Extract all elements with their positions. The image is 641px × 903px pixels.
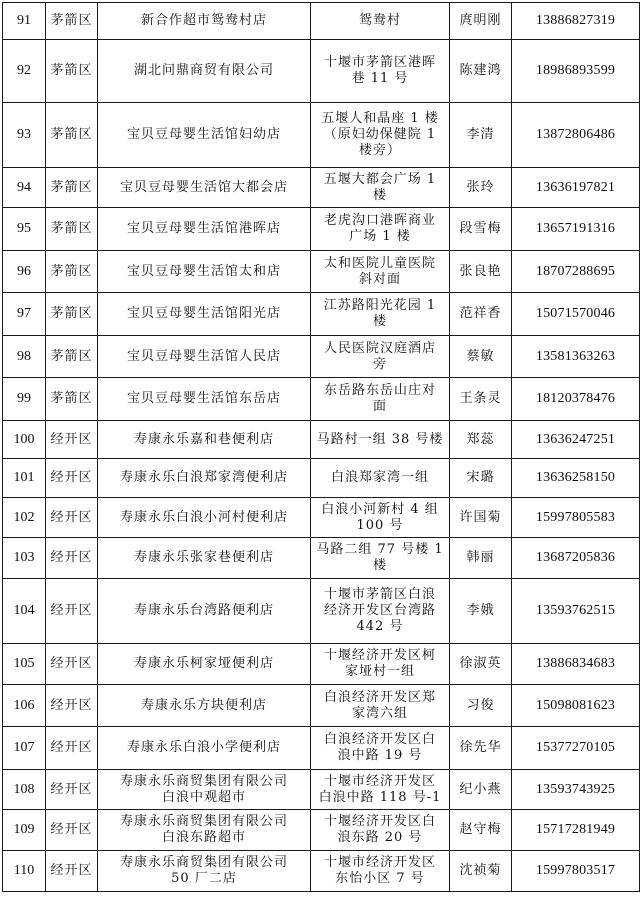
cell-store-name: 宝贝豆母婴生活馆大都会店 [98, 168, 311, 208]
cell-address: 十堰经济开发区柯 家垭村一组 [311, 644, 450, 685]
cell-contact-person: 韩丽 [450, 538, 512, 579]
table-row [3, 810, 640, 851]
cell-serial-number: 109 [3, 810, 46, 851]
cell-store-name: 宝贝豆母婴生活馆阳光店 [98, 293, 311, 336]
cell-address: 马路村一组 38 号楼 [311, 421, 450, 459]
cell-serial-number: 101 [3, 459, 46, 498]
cell-contact-person: 范祥香 [450, 293, 512, 336]
cell-phone-number: 13636258150 [512, 459, 640, 498]
cell-store-name: 寿康永乐白浪小学便利店 [98, 727, 311, 770]
cell-address: 老虎沟口港晖商业 广场 1 楼 [311, 208, 450, 251]
cell-serial-number: 94 [3, 168, 46, 208]
cell-contact-person: 徐先华 [450, 727, 512, 770]
cell-phone-number: 13593743925 [512, 770, 640, 810]
cell-contact-person: 张良艳 [450, 251, 512, 293]
table-row [3, 293, 640, 336]
cell-phone-number: 13886834683 [512, 644, 640, 685]
table-row [3, 459, 640, 498]
cell-contact-person: 张玲 [450, 168, 512, 208]
table-row [3, 538, 640, 579]
cell-serial-number: 99 [3, 378, 46, 421]
cell-phone-number: 18120378476 [512, 378, 640, 421]
cell-district: 经开区 [46, 810, 98, 851]
cell-serial-number: 108 [3, 770, 46, 810]
cell-contact-person: 李清 [450, 103, 512, 168]
cell-address: 十堰市经济开发区 白浪中路 118 号-1 [311, 770, 450, 810]
cell-store-name: 寿康永乐商贸集团有限公司 白浪中观超市 [98, 770, 311, 810]
cell-address: 鸳鸯村 [311, 3, 450, 40]
cell-serial-number: 100 [3, 421, 46, 459]
cell-store-name: 宝贝豆母婴生活馆港晖店 [98, 208, 311, 251]
cell-contact-person: 宋璐 [450, 459, 512, 498]
table-row [3, 851, 640, 892]
cell-district: 茅箭区 [46, 168, 98, 208]
cell-district: 经开区 [46, 644, 98, 685]
cell-store-name: 宝贝豆母婴生活馆东岳店 [98, 378, 311, 421]
cell-store-name: 宝贝豆母婴生活馆人民店 [98, 336, 311, 378]
cell-district: 经开区 [46, 727, 98, 770]
cell-serial-number: 96 [3, 251, 46, 293]
table-row [3, 168, 640, 208]
cell-address: 太和医院儿童医院 斜对面 [311, 251, 450, 293]
table-row [3, 103, 640, 168]
cell-contact-person: 沈祯菊 [450, 851, 512, 892]
cell-contact-person: 陈建鸿 [450, 40, 512, 103]
cell-district: 茅箭区 [46, 208, 98, 251]
cell-phone-number: 13581363263 [512, 336, 640, 378]
cell-district: 经开区 [46, 538, 98, 579]
cell-phone-number: 18986893599 [512, 40, 640, 103]
table-row [3, 579, 640, 644]
cell-phone-number: 13687205836 [512, 538, 640, 579]
cell-contact-person: 王条灵 [450, 378, 512, 421]
cell-contact-person: 李娥 [450, 579, 512, 644]
cell-serial-number: 110 [3, 851, 46, 892]
cell-serial-number: 102 [3, 498, 46, 538]
cell-serial-number: 107 [3, 727, 46, 770]
table-row [3, 727, 640, 770]
cell-serial-number: 91 [3, 3, 46, 40]
cell-contact-person: 蔡敏 [450, 336, 512, 378]
cell-phone-number: 13593762515 [512, 579, 640, 644]
cell-address: 人民医院汉庭酒店 旁 [311, 336, 450, 378]
cell-store-name: 寿康永乐商贸集团有限公司 白浪东路超市 [98, 810, 311, 851]
cell-serial-number: 106 [3, 685, 46, 727]
cell-store-name: 湖北问鼎商贸有限公司 [98, 40, 311, 103]
cell-district: 茅箭区 [46, 251, 98, 293]
cell-address: 五堰人和晶座 1 楼 （原妇幼保健院 1 楼旁） [311, 103, 450, 168]
cell-address: 江苏路阳光花园 1 楼 [311, 293, 450, 336]
cell-serial-number: 93 [3, 103, 46, 168]
cell-contact-person: 赵守梅 [450, 810, 512, 851]
cell-district: 经开区 [46, 579, 98, 644]
cell-district: 经开区 [46, 770, 98, 810]
cell-district: 经开区 [46, 421, 98, 459]
cell-phone-number: 18707288695 [512, 251, 640, 293]
table-row [3, 40, 640, 103]
cell-phone-number: 15377270105 [512, 727, 640, 770]
table-row [3, 378, 640, 421]
cell-address: 白浪小河新村 4 组 100 号 [311, 498, 450, 538]
cell-store-name: 寿康永乐白浪小河村便利店 [98, 498, 311, 538]
cell-district: 经开区 [46, 685, 98, 727]
cell-store-name: 寿康永乐柯家垭便利店 [98, 644, 311, 685]
cell-phone-number: 15098081623 [512, 685, 640, 727]
cell-serial-number: 104 [3, 579, 46, 644]
table-row [3, 421, 640, 459]
table-row [3, 251, 640, 293]
cell-address: 东岳路东岳山庄对 面 [311, 378, 450, 421]
cell-address: 白浪经济开发区白 浪中路 19 号 [311, 727, 450, 770]
table-row [3, 336, 640, 378]
cell-phone-number: 13636197821 [512, 168, 640, 208]
cell-district: 茅箭区 [46, 3, 98, 40]
cell-address: 马路二组 77 号楼 1 楼 [311, 538, 450, 579]
cell-phone-number: 13657191316 [512, 208, 640, 251]
cell-contact-person: 郑蕊 [450, 421, 512, 459]
cell-phone-number: 15717281949 [512, 810, 640, 851]
cell-serial-number: 98 [3, 336, 46, 378]
cell-phone-number: 13636247251 [512, 421, 640, 459]
cell-phone-number: 15997803517 [512, 851, 640, 892]
cell-phone-number: 15997805583 [512, 498, 640, 538]
cell-address: 白浪郑家湾一组 [311, 459, 450, 498]
cell-contact-person: 徐淑英 [450, 644, 512, 685]
table-row [3, 685, 640, 727]
cell-address: 白浪经济开发区郑 家湾六组 [311, 685, 450, 727]
cell-address: 十堰经济开发区白 浪东路 20 号 [311, 810, 450, 851]
cell-district: 茅箭区 [46, 336, 98, 378]
cell-phone-number: 15071570046 [512, 293, 640, 336]
cell-contact-person: 习俊 [450, 685, 512, 727]
cell-serial-number: 97 [3, 293, 46, 336]
table-row [3, 770, 640, 810]
cell-serial-number: 105 [3, 644, 46, 685]
cell-district: 经开区 [46, 851, 98, 892]
cell-phone-number: 13872806486 [512, 103, 640, 168]
cell-store-name: 新合作超市鸳鸯村店 [98, 3, 311, 40]
table-row [3, 644, 640, 685]
cell-address: 十堰市茅箭区白浪 经济开发区台湾路 442 号 [311, 579, 450, 644]
cell-serial-number: 92 [3, 40, 46, 103]
cell-district: 经开区 [46, 459, 98, 498]
table-row [3, 498, 640, 538]
cell-contact-person: 庹明刚 [450, 3, 512, 40]
cell-district: 茅箭区 [46, 40, 98, 103]
cell-store-name: 宝贝豆母婴生活馆太和店 [98, 251, 311, 293]
cell-store-name: 寿康永乐台湾路便利店 [98, 579, 311, 644]
cell-contact-person: 纪小燕 [450, 770, 512, 810]
cell-store-name: 寿康永乐方块便利店 [98, 685, 311, 727]
cell-district: 茅箭区 [46, 293, 98, 336]
store-table-body [3, 3, 640, 892]
cell-contact-person: 许国菊 [450, 498, 512, 538]
cell-address: 五堰大都会广场 1 楼 [311, 168, 450, 208]
table-row [3, 3, 640, 40]
table-row [3, 208, 640, 251]
cell-store-name: 宝贝豆母婴生活馆妇幼店 [98, 103, 311, 168]
cell-district: 茅箭区 [46, 378, 98, 421]
cell-district: 经开区 [46, 498, 98, 538]
cell-address: 十堰市经济开发区 东怡小区 7 号 [311, 851, 450, 892]
cell-contact-person: 段雪梅 [450, 208, 512, 251]
cell-store-name: 寿康永乐嘉和巷便利店 [98, 421, 311, 459]
cell-address: 十堰市茅箭区港晖 巷 11 号 [311, 40, 450, 103]
cell-store-name: 寿康永乐商贸集团有限公司 50 厂二店 [98, 851, 311, 892]
cell-serial-number: 103 [3, 538, 46, 579]
cell-store-name: 寿康永乐张家巷便利店 [98, 538, 311, 579]
cell-store-name: 寿康永乐白浪郑家湾便利店 [98, 459, 311, 498]
cell-serial-number: 95 [3, 208, 46, 251]
cell-district: 茅箭区 [46, 103, 98, 168]
cell-phone-number: 13886827319 [512, 3, 640, 40]
store-table [2, 2, 640, 892]
